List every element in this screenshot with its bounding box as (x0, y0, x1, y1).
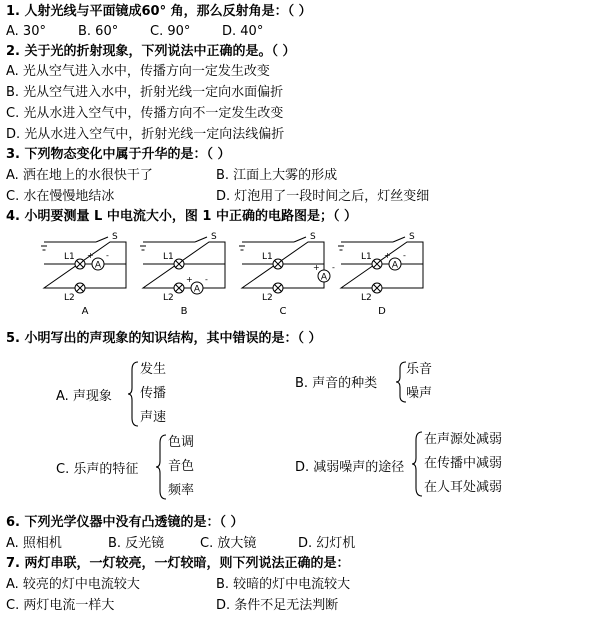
q5-b-label: B. 声音的种类 (295, 376, 378, 391)
q5-c-item-2: 音色 (168, 459, 195, 474)
q2-option-c: C. 光从水进入空气中，传播方向不一定发生改变 (6, 106, 284, 121)
q6-option-d: D. 幻灯机 (298, 536, 356, 551)
q6-option-a: A. 照相机 (6, 536, 62, 551)
circuit-a-l2-label: L2 (64, 293, 75, 303)
circuit-c-ammeter-minus: - (332, 263, 335, 272)
circuit-a-ammeter-minus: - (106, 251, 109, 260)
circuit-a-ammeter-plus: + (87, 251, 94, 260)
circuit-d-battery (338, 246, 344, 250)
circuit-b-letter: B (180, 306, 188, 317)
q7-option-d: D. 条件不足无法判断 (216, 598, 339, 613)
q7-option-b: B. 较暗的灯中电流较大 (216, 577, 351, 592)
q5-a-item-1: 发生 (140, 362, 167, 377)
q5-b-item-1: 乐音 (406, 362, 433, 377)
q7-stem: 7. 两灯串联，一灯较亮，一灯较暗，则下列说法正确的是： (6, 556, 350, 571)
q5-c-brace (156, 433, 168, 501)
circuit-b-ammeter-letter: A (193, 284, 201, 295)
q2-stem: 2. 关于光的折射现象，下列说法中正确的是。（ ） (6, 44, 296, 59)
circuit-d-ammeter-plus: + (384, 251, 391, 260)
q1-option-d: D. 40° (222, 24, 264, 39)
circuit-c-switch (294, 237, 306, 242)
q7-option-a: A. 较亮的灯中电流较大 (6, 577, 140, 592)
q2-option-d: D. 光从水进入空气中，折射光线一定向法线偏折 (6, 127, 285, 142)
q2-option-a: A. 光从空气进入水中，传播方向一定发生改变 (6, 64, 270, 79)
circuit-c-letter: C (279, 306, 287, 317)
q6-stem: 6. 下列光学仪器中没有凸透镜的是：（ ） (6, 515, 244, 530)
q5-c-item-1: 色调 (168, 435, 195, 450)
circuit-c-switch-label: S (310, 232, 316, 242)
circuit-c-ammeter-plus: + (313, 263, 320, 272)
circuit-b-l1-label: L1 (163, 252, 174, 262)
circuit-c-battery (239, 246, 245, 250)
circuit-a-l1-label: L1 (64, 252, 75, 262)
q5-a-item-2: 传播 (140, 386, 167, 401)
circuit-b-switch (195, 237, 207, 242)
circuit-b-ammeter-minus: - (205, 275, 208, 284)
q5-d-label: D. 减弱噪声的途径 (295, 460, 405, 475)
circuit-d-ammeter-minus: - (403, 251, 406, 260)
circuit-c-ammeter-letter: A (320, 272, 328, 283)
q5-b-item-2: 噪声 (406, 386, 433, 401)
circuit-d-ammeter-letter: A (391, 260, 399, 271)
q1-option-b: B. 60° (78, 24, 119, 39)
circuit-b-ammeter-plus: + (186, 275, 193, 284)
q5-c-item-3: 频率 (168, 483, 195, 498)
circuit-b-l2-label: L2 (163, 293, 174, 303)
q5-d-item-3: 在人耳处减弱 (424, 480, 503, 495)
q4-stem: 4. 小明要测量 L 中电流大小，图 1 中正确的电路图是；（ ） (6, 209, 357, 224)
q1-option-a: A. 30° (6, 24, 46, 39)
q5-d-item-1: 在声源处减弱 (424, 432, 503, 447)
q5-a-item-3: 声速 (140, 410, 167, 425)
q4-circuit-figure (0, 228, 600, 320)
q3-option-a: A. 洒在地上的水很快干了 (6, 168, 153, 183)
q5-c-label: C. 乐声的特征 (56, 462, 139, 477)
circuit-a-switch (96, 237, 108, 242)
circuit-a-letter: A (81, 306, 89, 317)
q3-stem: 3. 下列物态变化中属于升华的是：（ ） (6, 147, 231, 162)
q2-option-b: B. 光从空气进入水中，折射光线一定向水面偏折 (6, 85, 284, 100)
q6-option-b: B. 反光镜 (108, 536, 165, 551)
circuit-d-switch (393, 237, 405, 242)
circuit-a-battery (41, 246, 47, 250)
q5-a-brace (128, 360, 140, 428)
circuit-d-switch-label: S (409, 232, 415, 242)
q7-option-c: C. 两灯电流一样大 (6, 598, 115, 613)
circuit-b-switch-label: S (211, 232, 217, 242)
circuit-c-l2-label: L2 (262, 293, 273, 303)
q3-option-d: D. 灯泡用了一段时间之后，灯丝变细 (216, 189, 430, 204)
q3-option-c: C. 水在慢慢地结冰 (6, 189, 115, 204)
q1-stem: 1. 人射光线与平面镜成60° 角，那么反射角是：（ ） (6, 4, 312, 19)
circuit-c-l1-label: L1 (262, 252, 273, 262)
circuit-d-l1-label: L1 (361, 252, 372, 262)
circuit-a-ammeter-letter: A (94, 260, 102, 271)
circuit-d-l2-label: L2 (361, 293, 372, 303)
q3-option-b: B. 江面上大雾的形成 (216, 168, 338, 183)
q1-option-c: C. 90° (150, 24, 191, 39)
q6-option-c: C. 放大镜 (200, 536, 257, 551)
circuit-b-battery (140, 246, 146, 250)
q5-d-item-2: 在传播中减弱 (424, 456, 503, 471)
circuit-a-switch-label: S (112, 232, 118, 242)
q5-stem: 5. 小明写出的声现象的知识结构，其中错误的是：（ ） (6, 331, 322, 346)
circuit-d-letter: D (378, 306, 386, 317)
q5-a-label: A. 声现象 (56, 389, 112, 404)
q5-d-brace (412, 430, 424, 498)
